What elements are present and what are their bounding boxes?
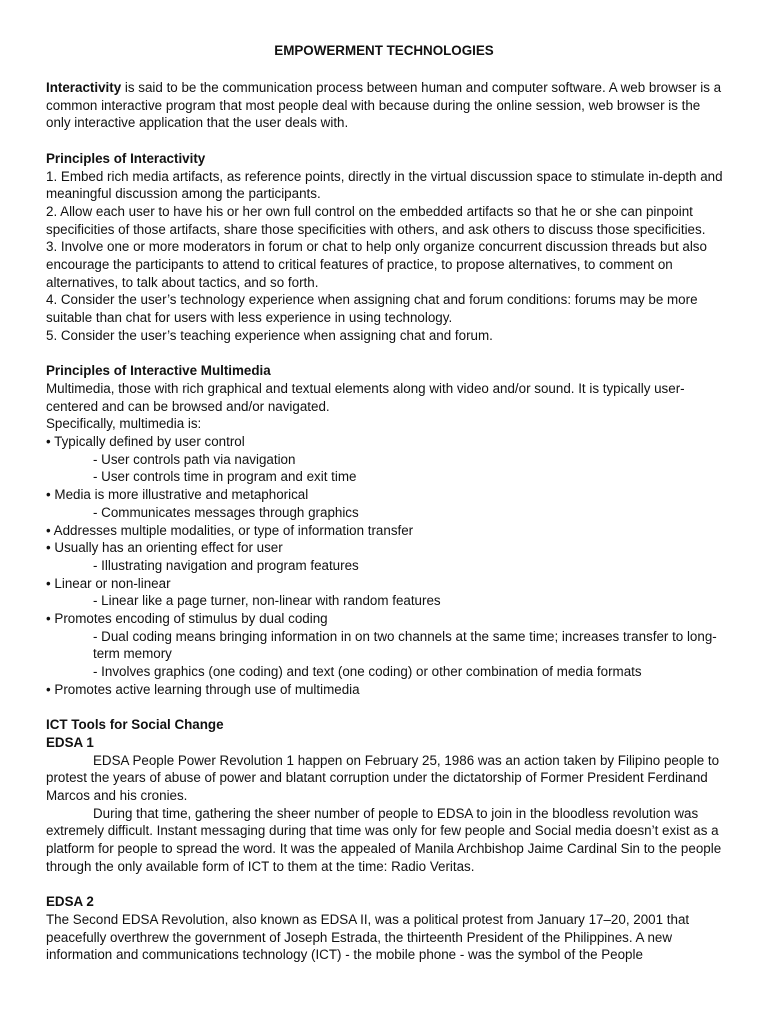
interactivity-item-3: 3. Involve one or more moderators in forum or chat to help only organize concurrent discussion threads but also encourage the participants to attend to critical features of practice, to propose alternatives, to comment on alternatives, to talk about tactics, and so forth. [46, 239, 707, 290]
multimedia-specifically: Specifically, multimedia is: [46, 416, 202, 432]
ict-heading: ICT Tools for Social Change [46, 717, 224, 733]
intro-paragraph [46, 79, 726, 132]
bullet-item: • Linear or non-linear [46, 575, 171, 591]
edsa1-paragraph-2: During that time, gathering the sheer number of people to EDSA to join in the bloodless revolution was extremely difficult. Instant messaging during that time was only for few people and Social media doesn’t exist as a platform for people to spread the word. It was the appealed of Manila Archbishop Jaime Cardinal Sin to the people through the only available form of ICT to them at the time: Radio Veritas. [46, 805, 722, 874]
intro-term: Interactivity [46, 80, 122, 95]
document-body [46, 79, 726, 964]
multimedia-list [46, 433, 726, 699]
bullet-item: • Media is more illustrative and metaphorical [46, 487, 309, 503]
interactivity-item-1: 1. Embed rich media artifacts, as reference points, directly in the virtual discussion space to stimulate in-depth and meaningful discussion among the participants. [46, 168, 723, 202]
sub-item: - Involves graphics (one coding) and text (one coding) or other combination of media formats [93, 664, 642, 680]
bullet-item: • Promotes active learning through use of multimedia [46, 681, 360, 697]
interactivity-item-5: 5. Consider the user’s teaching experience when assigning chat and forum. [46, 327, 493, 343]
sub-item: - User controls path via navigation [93, 451, 296, 467]
page-title: EMPOWERMENT TECHNOLOGIES [274, 43, 494, 58]
bullet-item: • Promotes encoding of stimulus by dual coding [46, 611, 328, 627]
sub-item: - Illustrating navigation and program features [93, 557, 359, 573]
sub-item: - User controls time in program and exit time [93, 469, 357, 485]
edsa1-paragraph-1: EDSA People Power Revolution 1 happen on February 25, 1986 was an action taken by Filipino people to protest the years of abuse of power and blatant corruption under the dictatorship of Former President Ferdinand Marcos and his cronies. [46, 752, 720, 804]
intro-text: is said to be the communication process between human and computer software. A web browser is a common interactive program that most people deal with because during the online session, web browser is the only interactive application that the user deals with. [46, 80, 722, 131]
sub-item: - Dual coding means bringing information in on two channels at the same time; increases transfer to long-term memory [93, 628, 717, 662]
interactivity-item-4: 4. Consider the user’s technology experience when assigning chat and forum conditions: forums may be more suitable than chat for users with less experience in using technology. [46, 292, 698, 326]
bullet-item: • Usually has an orienting effect for user [46, 540, 283, 556]
bullet-item: • Addresses multiple modalities, or type of information transfer [46, 522, 414, 538]
sub-item: - Communicates messages through graphics [93, 504, 359, 520]
multimedia-heading: Principles of Interactive Multimedia [46, 363, 271, 379]
interactivity-item-2: 2. Allow each user to have his or her own full control on the embedded artifacts so that he or she can pinpoint specificities of those artifacts, share those specificities with others, and ask others to discuss those specificities. [46, 203, 706, 237]
edsa1-heading: EDSA 1 [46, 734, 94, 750]
edsa2-paragraph-1: The Second EDSA Revolution, also known as EDSA II, was a political protest from January 17–20, 2001 that peacefully overthrew the government of Joseph Estrada, the thirteenth President of the Philippines. A new information and communications technology (ICT) - the mobile phone - was the symbol of the People [46, 911, 690, 963]
multimedia-intro: Multimedia, those with rich graphical and textual elements along with video and/or sound. It is typically user-centered and can be browsed and/or navigated. [46, 380, 685, 414]
edsa2-heading: EDSA 2 [46, 894, 94, 910]
bullet-item: • Typically defined by user control [46, 434, 245, 450]
interactivity-heading: Principles of Interactivity [46, 150, 206, 166]
sub-item: - Linear like a page turner, non-linear with random features [93, 593, 441, 609]
